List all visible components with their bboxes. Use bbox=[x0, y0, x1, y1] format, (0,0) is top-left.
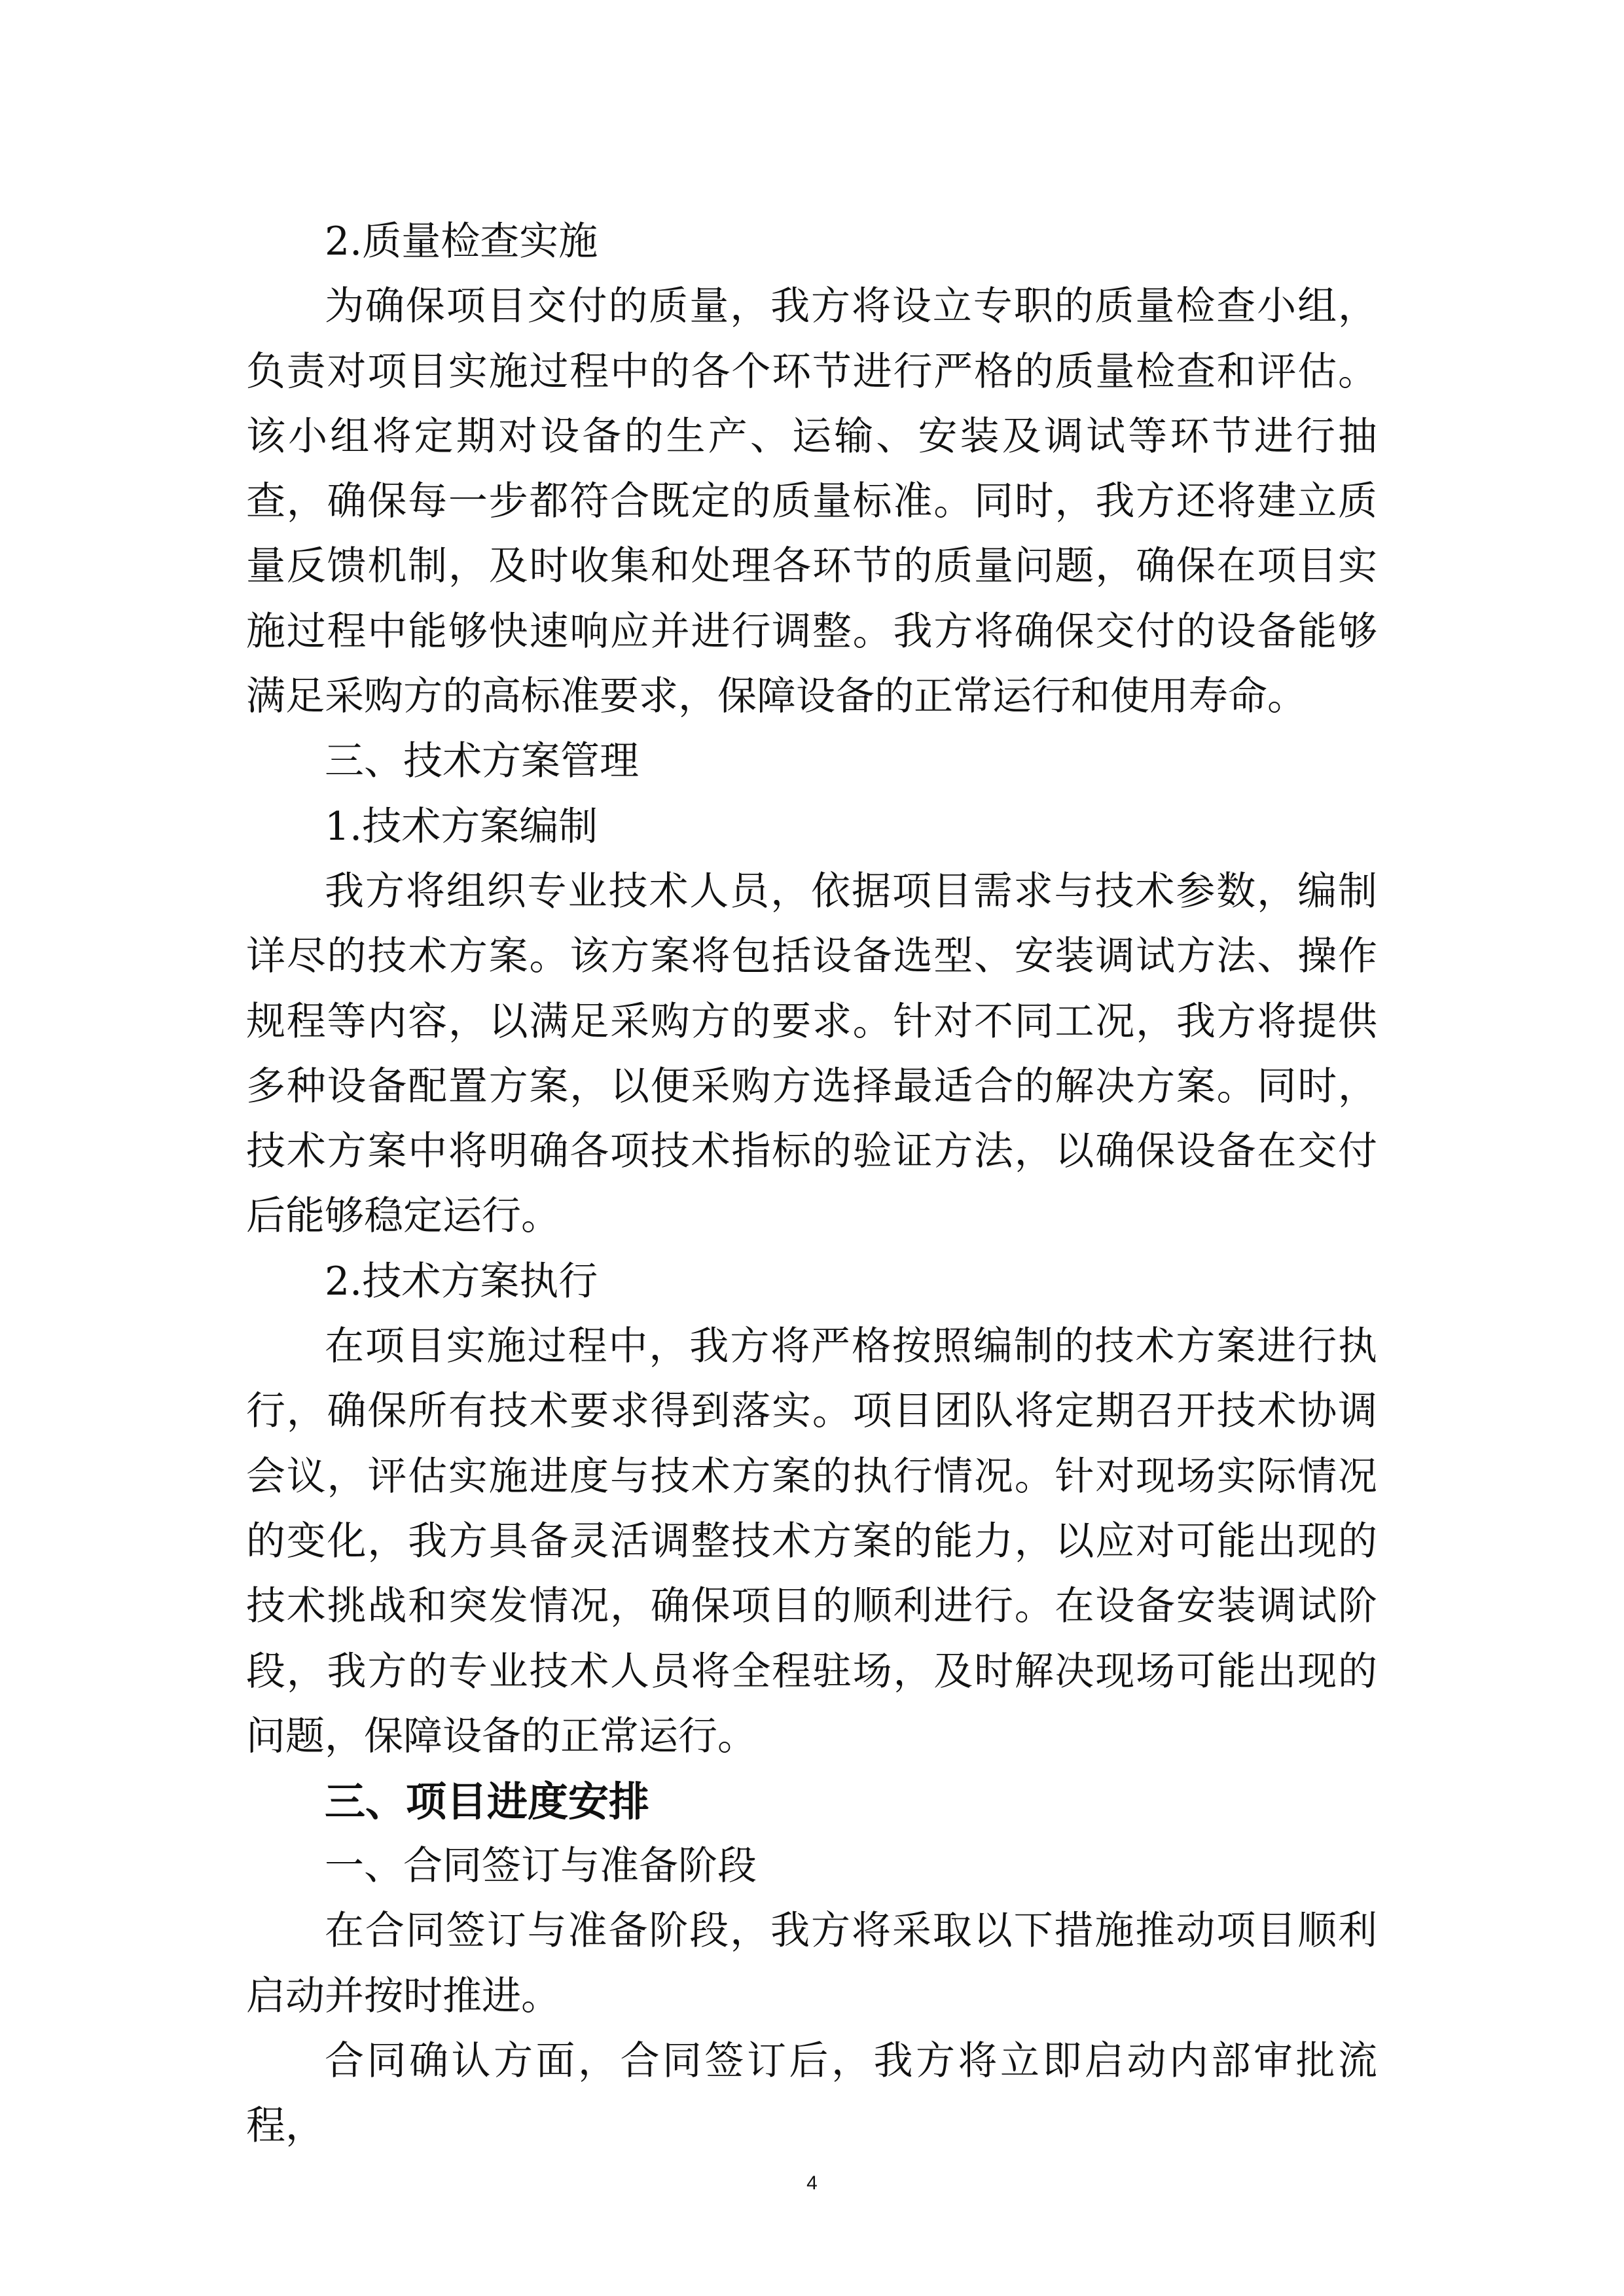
page-number: 4 bbox=[806, 2172, 818, 2194]
subheading-contract-preparation-stage: 一、合同签订与准备阶段 bbox=[325, 1843, 757, 1890]
subheading-technical-plan-management: 三、技术方案管理 bbox=[325, 738, 639, 785]
subheading-technical-plan-preparation: 1.技术方案编制 bbox=[325, 803, 598, 850]
page-content bbox=[246, 209, 1377, 2159]
subheading-technical-plan-execution: 2.技术方案执行 bbox=[325, 1258, 598, 1304]
subheading-quality-inspection: 2.质量检查实施 bbox=[325, 219, 598, 264]
section-title-project-schedule: 三、项目进度安排 bbox=[325, 1778, 650, 1826]
paragraph-technical-plan-execution: 在项目实施过程中，我方将严格按照编制的技术方案进行执行，确保所有技术要求得到落实。项目团队将定期召开技术协调会议，评估实施进度与技术方案的执行情况。针对现场实际情况的变化，我方具备灵活调整技术方案的能力，以应对可能出现的技术挑战和突发情况，确保项目的顺利进行。在设备安装调试阶段，我方的专业技术人员将全程驻场，及时解决现场可能出现的问题，保障设备的正常运行。 bbox=[246, 1323, 1377, 1759]
paragraph-contract-confirmation: 合同确认方面，合同签订后，我方将立即启动内部审批流程， bbox=[246, 2038, 1377, 2149]
paragraph-quality-inspection: 为确保项目交付的质量，我方将设立专职的质量检查小组，负责对项目实施过程中的各个环节进行严格的质量检查和评估。该小组将定期对设备的生产、运输、安装及调试等环节进行抽查，确保每一步都符合既定的质量标准。同时，我方还将建立质量反馈机制，及时收集和处理各环节的质量问题，确保在项目实施过程中能够快速响应并进行调整。我方将确保交付的设备能够满足采购方的高标准要求，保障设备的正常运行和使用寿命。 bbox=[246, 283, 1377, 720]
paragraph-technical-plan-preparation: 我方将组织专业技术人员，依据项目需求与技术参数，编制详尽的技术方案。该方案将包括设备选型、安装调试方法、操作规程等内容，以满足采购方的要求。针对不同工况，我方将提供多种设备配置方案，以便采购方选择最适合的解决方案。同时，技术方案中将明确各项技术指标的验证方法，以确保设备在交付后能够稳定运行。 bbox=[246, 868, 1377, 1240]
paragraph-contract-preparation-stage: 在合同签订与准备阶段，我方将采取以下措施推动项目顺利启动并按时推进。 bbox=[246, 1908, 1377, 2019]
